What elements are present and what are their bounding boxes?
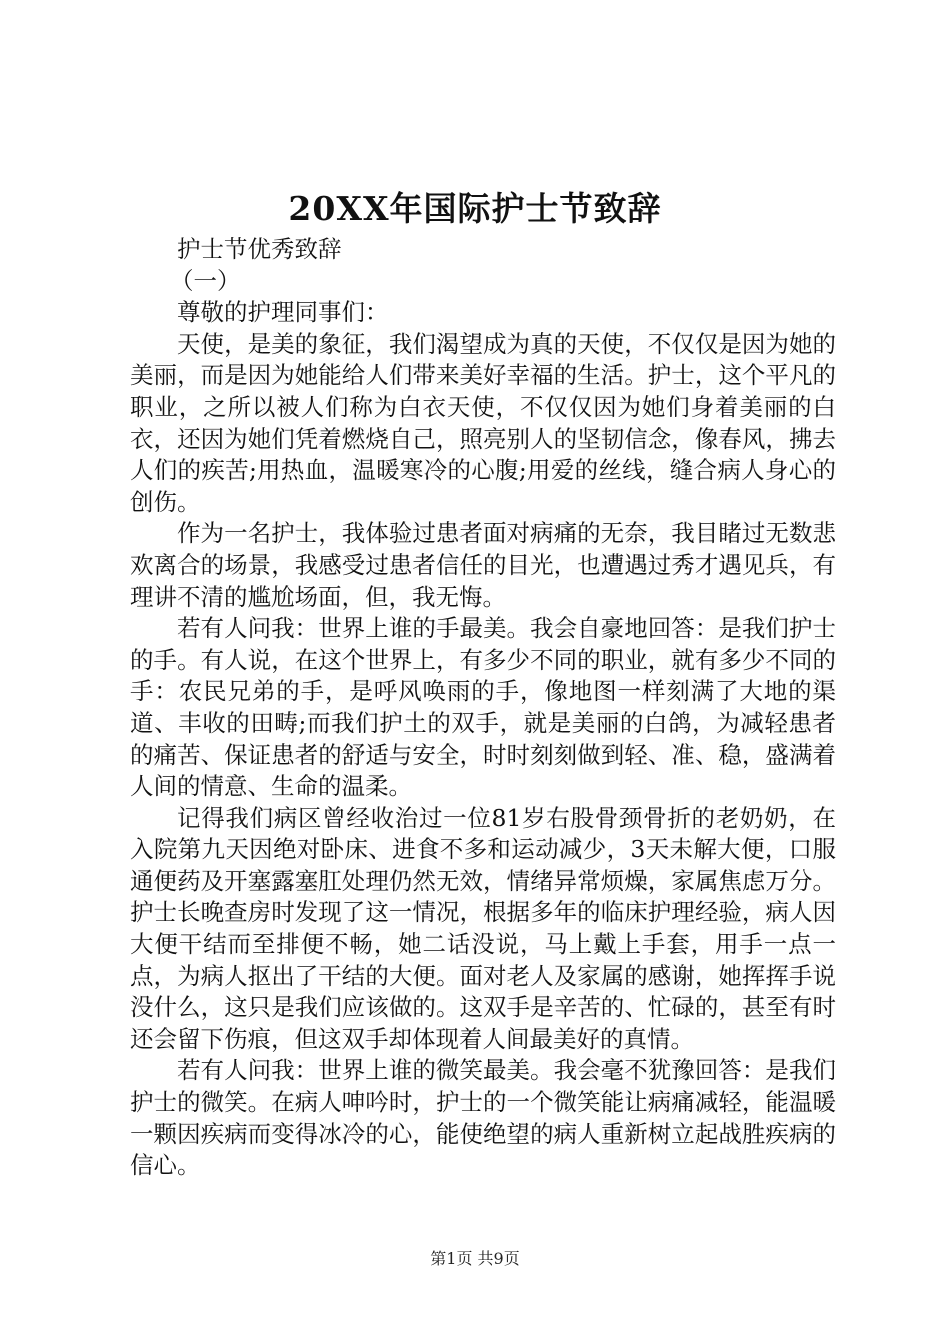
page-indicator: 第1页 共9页	[430, 1249, 520, 1268]
paragraph: 天使，是美的象征，我们渴望成为真的天使，不仅仅是因为她的美丽，而是因为她能给人们带来美好幸福的生活。护士，这个平凡的职业，之所以被人们称为白衣天使，不仅仅因为她们身着美丽的白衣，还因为她们凭着燃烧自己，照亮别人的坚韧信念，像春风，拂去人们的疾苦;用热血，温暖寒冷的心腹;用爱的丝线，缝合病人身心的创伤。	[130, 329, 836, 516]
section-marker: （一）	[170, 266, 241, 295]
paragraph: 记得我们病区曾经收治过一位81岁右股骨颈骨折的老奶奶，在入院第九天因绝对卧床、进食不多和运动减少，3天未解大便，口服通便药及开塞露塞肛处理仍然无效，情绪异常烦燥，家属焦虑万分。护士长晚查房时发现了这一情况，根据多年的临床护理经验，病人因大便干结而至排便不畅，她二话没说，马上戴上手套，用手一点一点，为病人抠出了干结的大便。面对老人及家属的感谢，她挥挥手说没什么，这只是我们应该做的。这双手是辛苦的、忙碌的，甚至有时还会留下伤痕，但这双手却体现着人间最美好的真情。	[130, 803, 836, 1053]
paragraph: 若有人问我：世界上谁的微笑最美。我会毫不犹豫回答：是我们护士的微笑。在病人呻吟时，护士的一个微笑能让病痛减轻，能温暖一颗因疾病而变得冰冷的心，能使绝望的病人重新树立起战胜疾病的信心。	[130, 1056, 836, 1180]
document-body	[130, 234, 836, 1182]
paragraph: 若有人问我：世界上谁的手最美。我会自豪地回答：是我们护士的手。有人说，在这个世界上，有多少不同的职业，就有多少不同的手：农民兄弟的手，是呼风唤雨的手，像地图一样刻满了大地的渠道、丰收的田畴;而我们护土的双手，就是美丽的白鸽，为减轻患者的痛苦、保证患者的舒适与安全，时时刻刻做到轻、准、稳，盛满着人间的情意、生命的温柔。	[130, 614, 836, 801]
subtitle: 护士节优秀致辞	[177, 235, 342, 263]
paragraph: 作为一名护士，我体验过患者面对病痛的无奈，我目睹过无数悲欢离合的场景，我感受过患者信任的目光，也遭遇过秀才遇见兵，有理讲不清的尴尬场面，但，我无悔。	[130, 519, 836, 611]
document-title: 20XX年国际护士节致辞	[288, 189, 662, 228]
salutation: 尊敬的护理同事们：	[177, 298, 389, 327]
